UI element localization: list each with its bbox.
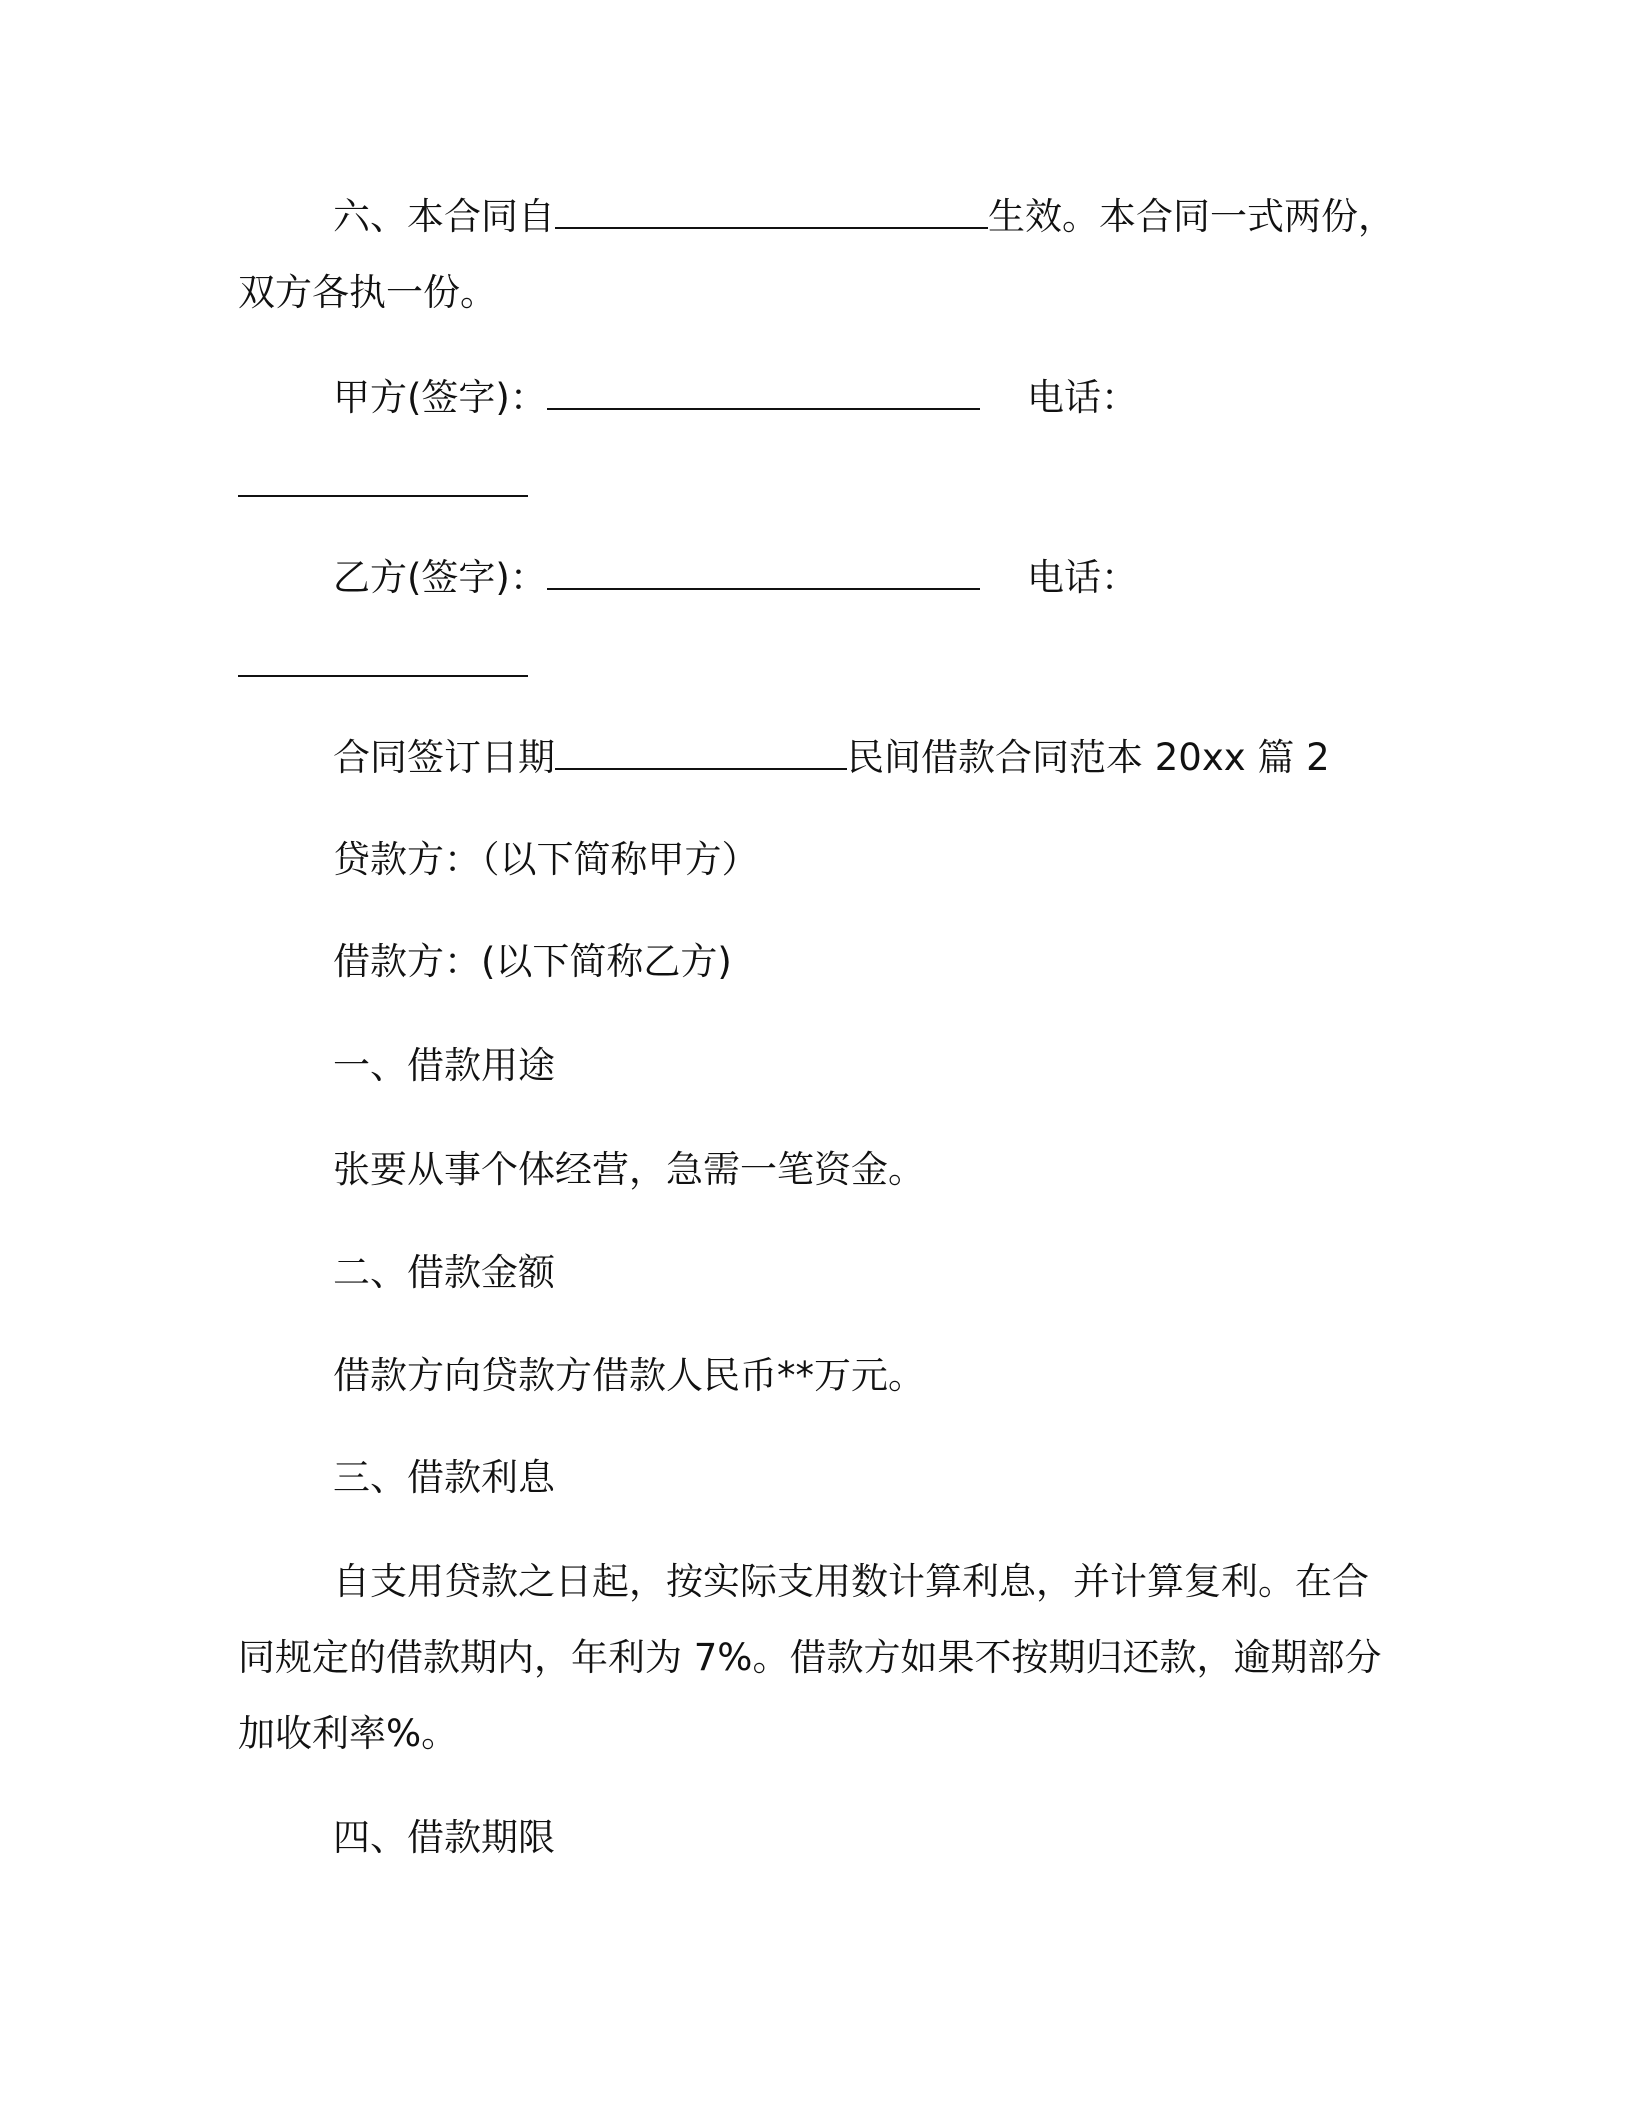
- effective-date-blank: [555, 197, 988, 229]
- section-1-body: 张要从事个体经营，急需一笔资金。: [333, 1148, 925, 1191]
- party-a-signature-blank: [547, 378, 980, 410]
- party-b-phone-blank: [238, 645, 528, 677]
- sign-date-line: [333, 738, 1330, 778]
- lender-line: 贷款方：（以下简称甲方）: [333, 838, 759, 881]
- clause-six-line-1: [333, 197, 1395, 237]
- sign-date-blank: [555, 738, 847, 770]
- contract-template-title: 民间借款合同范本 20xx 篇 2: [847, 736, 1330, 779]
- clause-six-end: 生效。本合同一式两份，: [988, 195, 1395, 238]
- section-3-body-line-3: 加收利率%。: [238, 1712, 459, 1755]
- clause-six-start: 六、本合同自: [333, 195, 555, 238]
- party-b-label: 乙方(签字)：: [333, 556, 547, 599]
- section-3-body-line-1: 自支用贷款之日起，按实际支用数计算利息，并计算复利。在合: [333, 1560, 1369, 1603]
- clause-six-line-2: 双方各执一份。: [238, 271, 497, 314]
- party-b-signature-line: [333, 558, 980, 598]
- party-a-phone-blank: [238, 465, 528, 497]
- party-a-label: 甲方(签字)：: [333, 376, 547, 419]
- party-b-phone-line: [238, 645, 528, 685]
- section-1-title: 一、借款用途: [333, 1044, 555, 1087]
- section-3-body-line-2: 同规定的借款期内，年利为 7%。借款方如果不按期归还款，逾期部分: [238, 1636, 1382, 1679]
- section-4-title: 四、借款期限: [333, 1816, 555, 1859]
- borrower-line: 借款方：(以下简称乙方): [333, 940, 732, 983]
- party-b-signature-blank: [547, 558, 980, 590]
- party-a-signature-line: [333, 378, 980, 418]
- party-a-phone-label: 电话：: [1027, 376, 1138, 419]
- section-2-body: 借款方向贷款方借款人民币**万元。: [333, 1354, 925, 1397]
- party-b-phone-label: 电话：: [1027, 556, 1138, 599]
- sign-date-label: 合同签订日期: [333, 736, 555, 779]
- section-2-title: 二、借款金额: [333, 1251, 555, 1294]
- section-3-title: 三、借款利息: [333, 1456, 555, 1499]
- party-a-phone-line: [238, 465, 528, 505]
